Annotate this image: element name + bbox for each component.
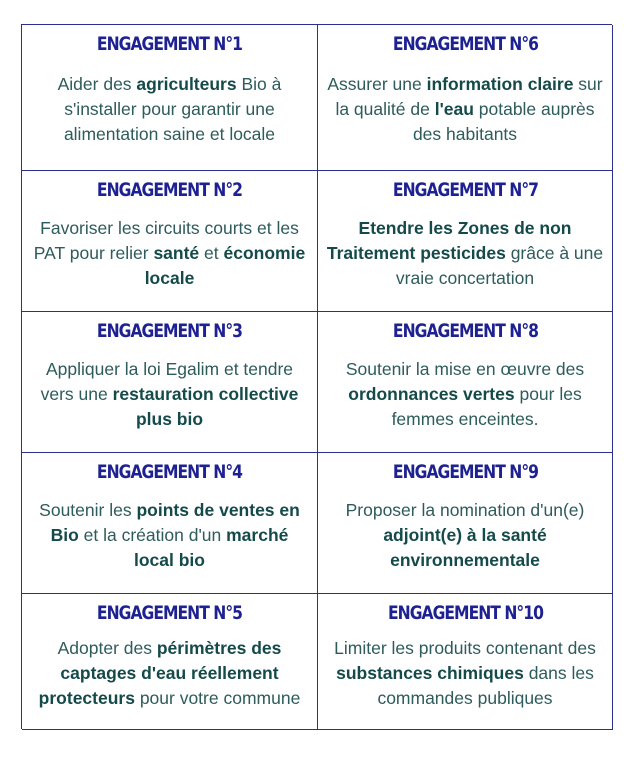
engagement-title: ENGAGEMENT N°10 [387,602,543,624]
engagement-title: ENGAGEMENT N°3 [96,320,243,342]
engagement-text: Limiter les produits contenant des substances chimiques dans les commandes publiques [334,638,596,708]
engagement-title: ENGAGEMENT N°8 [392,320,538,342]
engagement-text: Aider des agriculteurs Bio à s'installer pour garantir une alimentation saine et locale [57,74,282,144]
engagement-title: ENGAGEMENT N°1 [96,33,243,55]
engagement-card-10 [318,594,613,730]
engagement-card-6 [318,25,613,171]
engagement-title: ENGAGEMENT N°5 [96,602,243,624]
engagement-text: Adopter des périmètres des captages d'eau réellement protecteurs pour votre commune [38,638,301,708]
engagement-title: ENGAGEMENT N°4 [96,461,243,483]
engagement-card-8 [318,312,613,453]
engagement-text: Etendre les Zones de non Traitement pesticides grâce à une vraie concertation [326,217,604,288]
engagement-card-7 [318,171,613,312]
engagement-card-1 [22,25,318,171]
engagement-card-4 [22,453,318,594]
engagement-title: ENGAGEMENT N°9 [392,461,538,483]
engagement-text: Soutenir la mise en œuvre des ordonnances vertes pour les femmes enceintes. [345,358,585,429]
engagement-card-5 [22,594,318,730]
engagement-text: Proposer la nomination d'un(e) adjoint(e) à la santé environnementale [345,499,585,570]
engagement-text: Assurer une information claire sur la qualité de l'eau potable auprès des habitants [327,74,603,144]
engagement-text: Soutenir les points de ventes en Bio et la création d'un marché local bio [39,499,300,570]
engagement-title: ENGAGEMENT N°6 [392,33,538,55]
engagement-text: Favoriser les circuits courts et les PAT pour relier santé et économie locale [33,217,306,288]
engagement-title: ENGAGEMENT N°7 [392,179,538,201]
engagements-grid [21,24,612,729]
engagement-card-9 [318,453,613,594]
engagement-title: ENGAGEMENT N°2 [96,179,243,201]
engagement-card-3 [22,312,318,453]
engagement-card-2 [22,171,318,312]
engagement-text: Appliquer la loi Egalim et tendre vers une restauration collective plus bio [40,358,299,429]
